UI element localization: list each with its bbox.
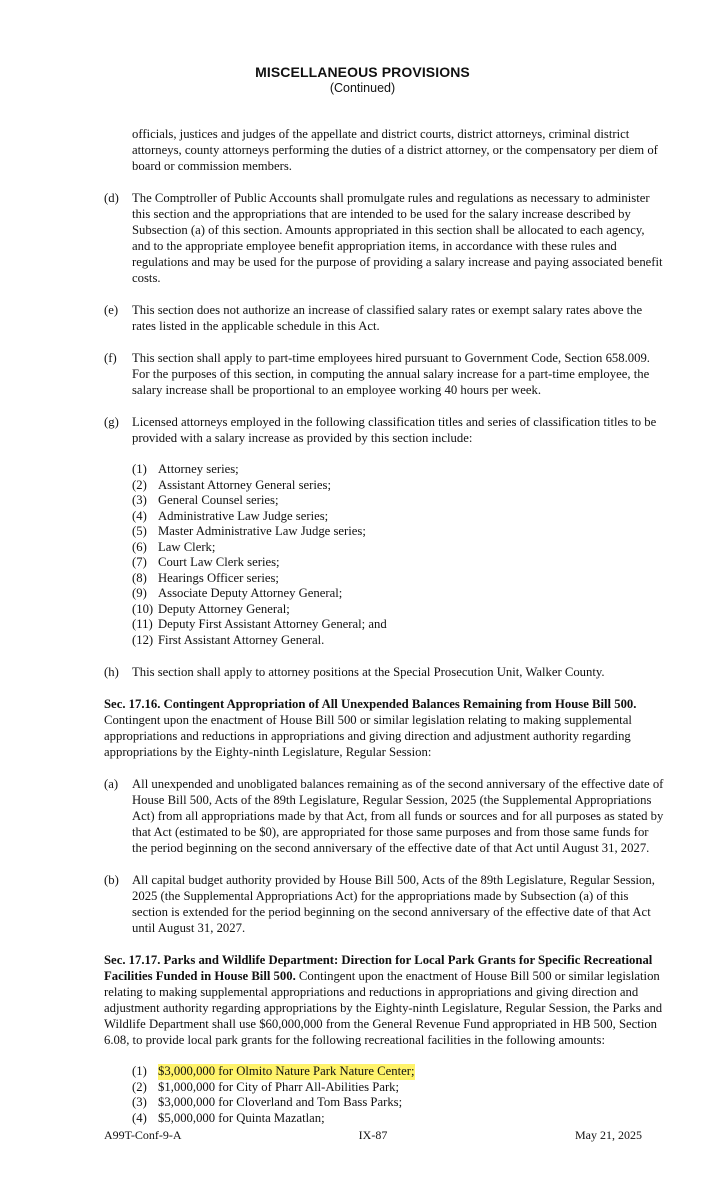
provision-e bbox=[104, 302, 664, 334]
provision-f bbox=[104, 350, 664, 398]
provision-h bbox=[104, 664, 664, 680]
list-item-number: (1) bbox=[132, 1064, 147, 1078]
list-item-number: (3) bbox=[132, 493, 147, 507]
section-heading: Sec. 17.16. Contingent Appropriation of All Unexpended Balances Remaining from House Bill 500. bbox=[104, 697, 637, 711]
list-item-text: Deputy First Assistant Attorney General; and bbox=[158, 617, 387, 631]
list-item bbox=[132, 1064, 664, 1080]
list-item-number: (1) bbox=[132, 462, 147, 476]
list-item-text: Master Administrative Law Judge series; bbox=[158, 524, 366, 538]
list-item bbox=[132, 586, 664, 602]
list-item-number: (12) bbox=[132, 632, 154, 647]
list-item bbox=[132, 493, 664, 509]
list-item-text: Attorney series; bbox=[158, 462, 239, 476]
document-code: A99T-Conf-9-A bbox=[104, 1128, 182, 1142]
section-17-17 bbox=[104, 952, 664, 1048]
list-item bbox=[132, 1095, 664, 1111]
list-item-text: General Counsel series; bbox=[158, 493, 279, 507]
provision-d bbox=[104, 190, 664, 286]
provision-text: This section does not authorize an increase of classified salary rates or exempt salary rates above the rates listed in the applicable schedule in this Act. bbox=[132, 303, 643, 333]
list-item-number: (3) bbox=[132, 1095, 147, 1109]
page-subtitle: (Continued) bbox=[329, 81, 396, 95]
section-17-16 bbox=[104, 696, 664, 760]
document-date: May 21, 2025 bbox=[575, 1128, 642, 1142]
section-body: Contingent upon the enactment of House Bill 500 or similar legislation relating to making supplemental appropriations and reductions in appropriations and giving direction and adjustment authority regarding appropriations by the Eighty-ninth Legislature, Regular Session: bbox=[104, 713, 632, 759]
list-item-text: Associate Deputy Attorney General; bbox=[158, 586, 343, 600]
list-item-number: (8) bbox=[132, 570, 147, 585]
list-item-number: (7) bbox=[132, 555, 147, 569]
provision-label: (f) bbox=[104, 351, 117, 365]
page-number: IX-87 bbox=[358, 1128, 388, 1142]
provision-text: This section shall apply to attorney positions at the Special Prosecution Unit, Walker County. bbox=[132, 665, 605, 679]
list-item bbox=[132, 617, 664, 633]
list-item-text: Hearings Officer series; bbox=[158, 570, 279, 585]
list-item-number: (10) bbox=[132, 601, 154, 616]
list-item-text-highlighted: $3,000,000 for Olmito Nature Park Nature Center; bbox=[158, 1064, 415, 1078]
list-item-number: (9) bbox=[132, 586, 147, 600]
list-item bbox=[132, 1080, 664, 1096]
attorney-classification-list bbox=[104, 462, 664, 648]
section-17-16-item-a bbox=[104, 776, 664, 856]
provision-text: The Comptroller of Public Accounts shall promulgate rules and regulations as necessary to administer this section and the appropriations that are intended to be used for the salary increase described by Subsection (a) of this section. Amounts appropriated in this section shall be allocated to each agency, and to the appropriate employee benefit appropriation items, in accordance with these rules and regulations and may be used for the purpose of providing a salary increase and paying associated benefit costs. bbox=[132, 191, 663, 285]
section-heading: Sec. 17.17. Parks and Wildlife Department: Direction for Local Park Grants for Specific Recreational Facilities Funded in House Bill 500. bbox=[104, 953, 653, 983]
page-title: MISCELLANEOUS PROVISIONS bbox=[255, 64, 470, 80]
provision-text: All capital budget authority provided by House Bill 500, Acts of the 89th Legislature, Regular Session, 2025 (the Supplemental Appropriations Act) for the appropriations made by Subsection (a) of this section is extended for the period beginning on the second anniversary of the effective date of that Act until August 31, 2027. bbox=[132, 873, 655, 935]
provision-g bbox=[104, 414, 664, 446]
provision-text: Licensed attorneys employed in the following classification titles and series of classification titles to be provided with a salary increase as provided by this section include: bbox=[132, 415, 657, 445]
list-item-text: Court Law Clerk series; bbox=[158, 555, 280, 569]
continuation-paragraph: officials, justices and judges of the appellate and district courts, district attorneys, criminal district attorneys, county attorneys performing the duties of a district attorney, or the compensatory per diem of board or commission members. bbox=[132, 127, 658, 173]
list-item-text: Administrative Law Judge series; bbox=[158, 508, 329, 523]
provision-label: (a) bbox=[104, 777, 119, 791]
list-item bbox=[132, 509, 664, 525]
list-item bbox=[132, 602, 664, 618]
list-item-text: $3,000,000 for Cloverland and Tom Bass Parks; bbox=[158, 1095, 403, 1109]
section-body: Contingent upon the enactment of House Bill 500 or similar legislation relating to making supplemental appropriations and reductions in appropriations and giving direction and adjustment authority regarding appropriations by the Eighty-ninth Legislature, Regular Session, the Parks and Wildlife Department shall use $60,000,000 from the General Revenue Fund appropriated in HB 500, Section 6.08, to provide local park grants for the following recreational facilities in the following amounts: bbox=[104, 969, 663, 1047]
list-item bbox=[132, 478, 664, 494]
document-body bbox=[104, 126, 664, 1142]
list-item-number: (6) bbox=[132, 539, 147, 554]
list-item bbox=[132, 633, 664, 649]
list-item-text: Deputy Attorney General; bbox=[158, 601, 290, 616]
provision-text: This section shall apply to part-time employees hired pursuant to Government Code, Section 658.009. For the purposes of this section, in computing the annual salary increase for a part-time employee, the salary increase shall be proportional to an employee working 40 hours per week. bbox=[132, 351, 650, 397]
provision-label: (h) bbox=[104, 665, 119, 679]
provision-label: (d) bbox=[104, 191, 119, 205]
provision-label: (g) bbox=[104, 415, 119, 429]
list-item-text: $5,000,000 for Quinta Mazatlan; bbox=[158, 1110, 325, 1125]
list-item-number: (5) bbox=[132, 524, 147, 538]
provision-label: (e) bbox=[104, 303, 119, 317]
list-item-text: $1,000,000 for City of Pharr All-Abilities Park; bbox=[158, 1079, 400, 1094]
list-item-text: Assistant Attorney General series; bbox=[158, 477, 332, 492]
list-item-number: (11) bbox=[132, 617, 153, 631]
list-item-number: (4) bbox=[132, 508, 147, 523]
list-item bbox=[132, 571, 664, 587]
list-item bbox=[132, 462, 664, 478]
list-item-text: Law Clerk; bbox=[158, 539, 216, 554]
list-item bbox=[132, 1111, 664, 1127]
page-header bbox=[0, 64, 725, 96]
provision-label: (b) bbox=[104, 873, 119, 887]
list-item bbox=[132, 540, 664, 556]
list-item-number: (4) bbox=[132, 1110, 147, 1125]
provision-text: All unexpended and unobligated balances remaining as of the second anniversary of the effective date of House Bill 500, Acts of the 89th Legislature, Regular Session, 2025 (the Supplemental Appropriations Act) from all appropriations made by that Act, from all funds or sources and for all purposes as stated by that Act (estimated to be $0), are appropriated for those same purposes and from those same funds for the period beginning on the second anniversary of the effective date of that Act until August 31, 2027. bbox=[132, 777, 664, 855]
list-item-number: (2) bbox=[132, 477, 147, 492]
list-item-text: First Assistant Attorney General. bbox=[158, 632, 325, 647]
list-item bbox=[132, 524, 664, 540]
park-grants-list bbox=[104, 1064, 664, 1126]
list-item-number: (2) bbox=[132, 1079, 147, 1094]
list-item bbox=[132, 555, 664, 571]
section-17-16-item-b bbox=[104, 872, 664, 936]
